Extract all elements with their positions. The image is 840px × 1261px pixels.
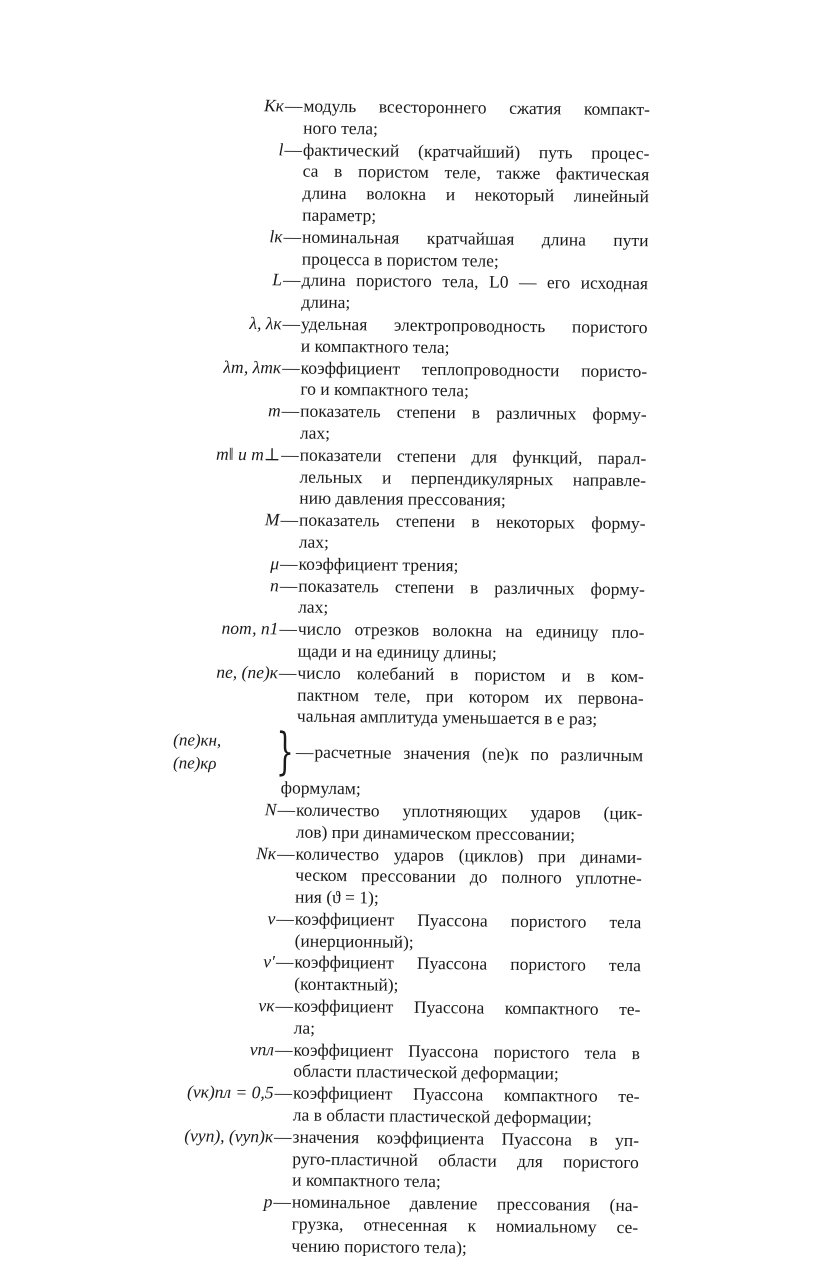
- symbol: N: [264, 799, 277, 820]
- definition-line: пактном теле, при котором их первона-: [297, 684, 644, 708]
- definition-line: лах;: [299, 422, 331, 443]
- definition-line: ного тела;: [303, 117, 379, 139]
- definition-line: число колебаний в пористом и в ком-: [297, 662, 645, 686]
- definition-line: коэффициент Пуассона пористого тела в: [293, 1039, 641, 1063]
- symbol-glossary: [138, 94, 650, 1261]
- glossary-entry: [139, 1081, 639, 1130]
- dash: —: [278, 662, 297, 683]
- definition-line: лах;: [298, 531, 330, 552]
- definition: [303, 96, 650, 143]
- definition-line: удельная электропроводность пористого: [300, 313, 648, 338]
- definition-line: показатель степени в различных форму-: [300, 400, 647, 425]
- dash: —: [282, 356, 300, 378]
- glossary-entry: [145, 508, 645, 557]
- dash: —: [282, 313, 301, 334]
- glossary-entry: [146, 443, 647, 514]
- definition: [294, 996, 641, 1043]
- definition-line: значения коэффициента Пуассона в уп-: [292, 1126, 640, 1151]
- glossary-entry: [139, 1125, 640, 1196]
- definition: [292, 1126, 639, 1195]
- definition-line: коэффициент Пуассона пористого тела: [294, 952, 642, 976]
- definition: [296, 799, 643, 846]
- definition-line: номинальное давление прессования (на-: [291, 1191, 639, 1216]
- glossary-entry: [143, 661, 644, 732]
- symbol: λт, λтк: [223, 356, 282, 377]
- glossary-entry: [141, 907, 641, 956]
- symbol: Nк: [256, 842, 277, 863]
- dash: —: [282, 269, 301, 290]
- symbol: m‖ и m⊥: [215, 443, 281, 465]
- definition-line: количество ударов (циклов) при динами-: [295, 843, 643, 867]
- dash: —: [274, 1082, 293, 1103]
- definition-line: (инерционный);: [294, 930, 414, 952]
- glossary-entry: [140, 994, 640, 1043]
- definition-line: нию давления прессования;: [299, 487, 506, 511]
- definition-line: процесса в пористом теле;: [301, 248, 499, 271]
- definition-line: ла в области пластической деформации;: [292, 1104, 592, 1128]
- symbol: lк: [269, 226, 283, 247]
- definition-line: го и компактного тела;: [300, 378, 470, 401]
- definition-line: показатель степени в некоторых форму-: [298, 509, 646, 534]
- definition-line: длина волокна и некоторый линейный: [302, 182, 650, 207]
- glossary-entry: [148, 225, 648, 274]
- definition: [300, 401, 647, 448]
- definition-line: коэффициент теплопроводности пористо-: [300, 357, 648, 381]
- definition-line: формулам;: [280, 777, 361, 799]
- definition-line: расчетные значения (ne)к по различным: [314, 741, 644, 766]
- definition-line: лах;: [298, 596, 329, 618]
- symbol: (νк)пл = 0,5: [187, 1081, 274, 1103]
- glossary-entry: [149, 138, 650, 230]
- definition: [293, 1083, 640, 1130]
- symbol: Kк: [263, 95, 284, 116]
- definition-line: число отрезков волокна на единицу пло-: [297, 618, 645, 643]
- definition-line: чению пористого тела);: [291, 1235, 467, 1258]
- definition-line: ла;: [293, 1017, 316, 1038]
- definition-line: коэффициент Пуассона компактного те-: [292, 1082, 640, 1107]
- definition-line: коэффициент трения;: [298, 553, 459, 575]
- glossary-entry: [138, 1190, 639, 1261]
- symbol: ne, (ne)к: [216, 661, 279, 683]
- definition-line: ния (ϑ = 1);: [294, 886, 379, 908]
- glossary-entry: [141, 950, 641, 999]
- dash: —: [274, 1039, 293, 1060]
- definition: [301, 270, 648, 317]
- dash: —: [277, 799, 296, 820]
- dash: —: [275, 995, 294, 1016]
- brace-symbols: [143, 728, 277, 775]
- definition-line: са в пористом теле, также фактическая: [302, 160, 650, 185]
- symbol: νпл: [249, 1038, 275, 1060]
- definition-line: грузка, отнесенная к номиальному се-: [291, 1213, 639, 1238]
- definition-line: ческом прессовании до полного уплотне-: [295, 864, 642, 889]
- definition-line: параметр;: [302, 204, 377, 226]
- definition: [299, 510, 646, 557]
- glossary-entry: [141, 841, 642, 912]
- definition-line: длина пористого тела, L0 — его исходная: [301, 269, 649, 294]
- glossary-entry: [147, 356, 647, 405]
- symbol: p: [263, 1191, 273, 1212]
- definition-line: лов) при динамическом прессовании;: [295, 821, 576, 845]
- symbol: (ne)кρ: [172, 753, 217, 773]
- definition-line: коэффициент Пуассона пористого тела: [294, 908, 642, 933]
- definition-line: длина;: [301, 291, 351, 313]
- definition: [298, 619, 645, 666]
- symbol: (ne)кн,: [173, 730, 222, 750]
- dash: —: [280, 509, 299, 530]
- dash: —: [276, 842, 295, 864]
- dash: —: [279, 618, 298, 639]
- dash: —: [276, 908, 294, 929]
- definition-line: и компактного тела;: [292, 1170, 441, 1192]
- definition-line: фактический (кратчайший) путь процес-: [302, 139, 650, 163]
- dash: —: [273, 1191, 292, 1212]
- definition: [293, 1039, 640, 1086]
- definition: [302, 226, 649, 273]
- curly-brace: }: [275, 722, 295, 781]
- definition: [297, 662, 644, 731]
- definition-line: показатели степени для функций, парал-: [299, 444, 647, 468]
- definition-line: количество уплотняющих ударов (цик-: [295, 799, 643, 824]
- definition: [295, 843, 642, 912]
- glossary-entry: [147, 312, 647, 361]
- definition-line: номинальная кратчайшая длина пути: [301, 226, 649, 251]
- symbol: νк: [258, 995, 275, 1016]
- dash: —: [283, 226, 302, 247]
- definition-line: области пластической деформации;: [293, 1061, 559, 1084]
- definition: [300, 357, 647, 404]
- symbol: l: [278, 138, 284, 159]
- definition: [299, 444, 646, 513]
- glossary-entry: [142, 798, 642, 847]
- symbol: λ, λк: [249, 313, 282, 334]
- glossary-entry: [150, 94, 650, 143]
- definition: [301, 314, 648, 361]
- definition-line: чальная амплитуда уменьшается в e раз;: [296, 705, 598, 730]
- symbol: ν: [267, 908, 276, 929]
- dash: —: [281, 400, 300, 421]
- symbol: μ: [270, 553, 280, 574]
- symbol: (νуп), (νуп)к: [184, 1125, 274, 1147]
- symbol: ν′: [263, 951, 276, 972]
- definition-line: щади и на единицу длины;: [297, 640, 497, 663]
- definition: [294, 952, 641, 999]
- dash: —: [284, 95, 303, 116]
- definition-line: руго-пластичной области для пористого: [292, 1148, 639, 1172]
- definition: [314, 730, 643, 767]
- definition: [291, 1192, 638, 1261]
- glossary-entry: [145, 574, 645, 623]
- definition-line: и компактного тела;: [300, 335, 450, 357]
- glossary-group-1: [143, 94, 650, 731]
- symbol: nот, n1: [221, 617, 279, 639]
- definition-line: модуль всестороннего сжатия компакт-: [303, 95, 650, 120]
- symbol: L: [272, 269, 283, 290]
- glossary-entry: [148, 268, 648, 317]
- definition: [295, 908, 642, 955]
- definition-line: (контактный);: [294, 973, 399, 995]
- dash: —: [281, 444, 299, 465]
- symbol: M: [264, 509, 280, 530]
- glossary-entry: [146, 399, 646, 448]
- dash: —: [284, 139, 303, 160]
- dash: —: [279, 574, 298, 596]
- definition-line: лельных и перпендикулярных направле-: [299, 466, 647, 490]
- glossary-entry-brace: [143, 722, 644, 781]
- glossary-entry: [140, 1038, 640, 1087]
- symbol: n: [270, 574, 279, 595]
- dash: —: [273, 1126, 292, 1147]
- dash: —: [295, 741, 314, 762]
- glossary-group-2: [138, 798, 643, 1261]
- definition: [298, 575, 645, 622]
- dash: —: [275, 951, 294, 973]
- glossary-entry: [144, 617, 644, 666]
- definition: [302, 139, 649, 230]
- definition-line: коэффициент Пуассона компактного те-: [293, 995, 641, 1020]
- symbol: m: [267, 400, 281, 421]
- dash: —: [279, 553, 298, 574]
- definition-line: показатель степени в различных форму-: [298, 575, 645, 599]
